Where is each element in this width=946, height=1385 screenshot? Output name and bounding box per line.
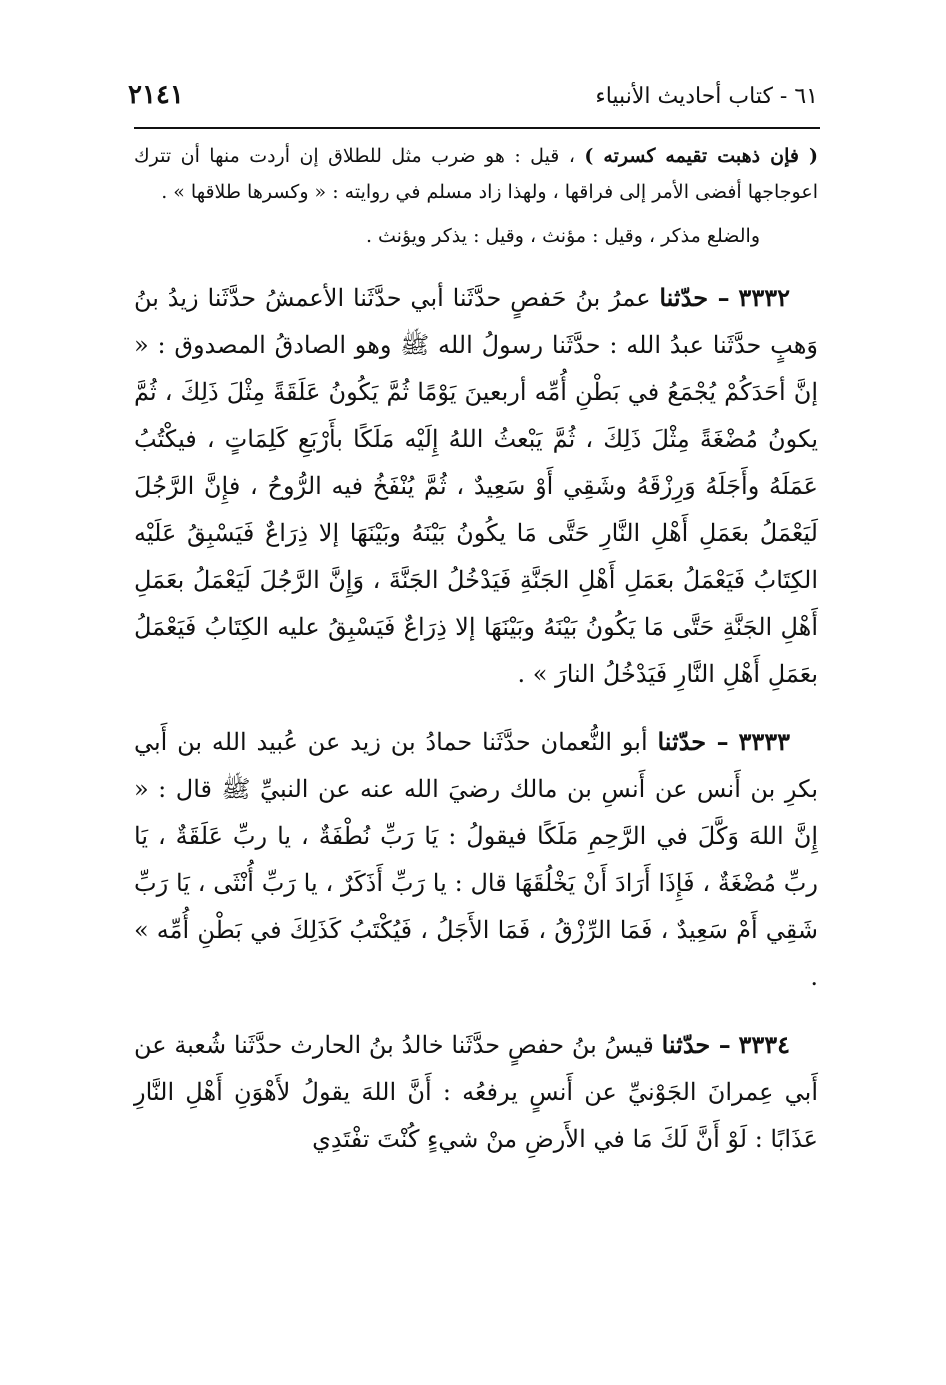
note-bold-phrase: ( فإن ذهبت تقيمه كسرته ) (584, 145, 818, 167)
note-text: ، قيل : هو ضرب مثل للطلاق إن أردت منها أن تترك اعوجاجها أفضى الأمر إلى فراقها ، ولهذا زاد مسلم في روايته : « وكسرها طلاقها » . (134, 145, 818, 203)
hadith-text: قيسُ بنُ حفصٍ حدَّثَنا خالدُ بنُ الحارث حدَّثَنا شُعبة عن أَبي عِمرانَ الجَوْنيِّ عن أَنسٍ يرفعُه : أَنَّ اللهَ يقولُ لأَهْوَنِ أَهْلِ النَّارِ عَذَابًا : لَوْ أَنَّ لَكَ مَا في الأَرضِ منْ شيءٍ كُنْتَ تفْتَدِي (134, 1031, 818, 1153)
running-header (128, 78, 818, 118)
hadith-number: ٣٣٣٤ (738, 1030, 790, 1059)
page-number: ٢١٤١ (128, 80, 184, 110)
hadith-text: أبو النُّعمان حدَّثَنا حمادُ بن زيد عن عُبيد الله بن أَبي بكرِ بن أَنس عن أَنسِ بن مالك رضيَ الله عنه عن النبيِّ ﷺ قال : « إِنَّ اللهَ وَكَّلَ في الرَّحِمِ مَلَكًا فيقولُ : يَا رَبِّ نُطْفَةٌ ، يا ربِّ عَلَقَةٌ ، يَا ربِّ مُضْغَةٌ ، فَإِذَا أَرَادَ أَنْ يَخْلُقَهَا قال : يا رَبِّ أَذَكَرٌ ، يا رَبِّ أُنْثَى ، يَا رَبِّ شَقِي أَمْ سَعِيدٌ ، فَمَا الرِّزْقُ ، فَمَا الأَجَلُ ، فَيُكْتَبُ كَذَلِكَ في بَطْنِ أُمِّه » . (134, 728, 818, 991)
hadith-lead: – حدّثنا (657, 727, 729, 756)
hadith-3332 (134, 274, 818, 698)
hadith-3334 (134, 1021, 818, 1163)
commentary-note (134, 138, 818, 210)
chapter-title: ٦١ - كتاب أحاديث الأنبياء (595, 84, 818, 109)
hadith-text: عمرُ بنُ حَفصٍ حدَّثَنا أبي حدَّثَنا الأعمشُ حدَّثَنا زيدُ بنُ وَهبٍ حدَّثَنا عبدُ الله : حدَّثَنا رسولُ الله ﷺ وهو الصادقُ المصدوق : « إنَّ أحَدَكُمْ يُجْمَعُ في بَطْنِ أُمِّه أربعينَ يَوْمًا ثُمَّ يَكُونُ عَلَقَةً مِثْلَ ذَلِكَ ، ثُمَّ يكونُ مُضْغَةً مِثْلَ ذَلِكَ ، ثُمَّ يَبْعثُ اللهُ إِلَيْه مَلَكًا بأَرْبَعِ كَلِمَاتٍ ، فيكْتُبُ عَمَلَهُ وأَجَلَهُ وَرِزْقَهُ وشَقِي أَوْ سَعِيدٌ ، ثُمَّ يُنْفَخُ فيه الرُّوحُ ، فإِنَّ الرَّجُلَ لَيَعْمَلُ بعَمَلِ أَهْلِ النَّارِ حَتَّى مَا يكُونُ بَيْنَهُ وبَيْنَهَا إلا ذِرَاعٌ فَيَسْبِقُ عَلَيْه الكِتَابُ فَيَعْمَلُ بعَمَلِ أَهْلِ الجَنَّةِ فَيَدْخُلُ الجَنَّةَ ، وَإِنَّ الرَّجُلَ لَيَعْمَلُ بعَمَلِ أَهْلِ الجَنَّةِ حَتَّى مَا يَكُونُ بَيْنَهُ وبَيْنَهَا إلا ذِرَاعٌ فَيَسْبِقُ عليه الكِتَابُ فَيَعْمَلُ بعَمَلِ أَهْلِ النَّارِ فَيَدْخُلُ النارَ » . (134, 284, 818, 688)
hadith-3333 (134, 718, 818, 1001)
hadith-lead: – حدّثنا (661, 1030, 731, 1059)
hadith-number: ٣٣٣٣ (738, 727, 791, 756)
page-body (134, 138, 818, 1163)
hadith-number: ٣٣٣٢ (738, 283, 790, 312)
commentary-note-line: والضلع مذكر ، وقيل : مؤنث ، وقيل : يذكر ويؤنث . (365, 225, 760, 247)
hadith-lead: – حدّثنا (659, 283, 730, 312)
header-rule (134, 127, 820, 129)
